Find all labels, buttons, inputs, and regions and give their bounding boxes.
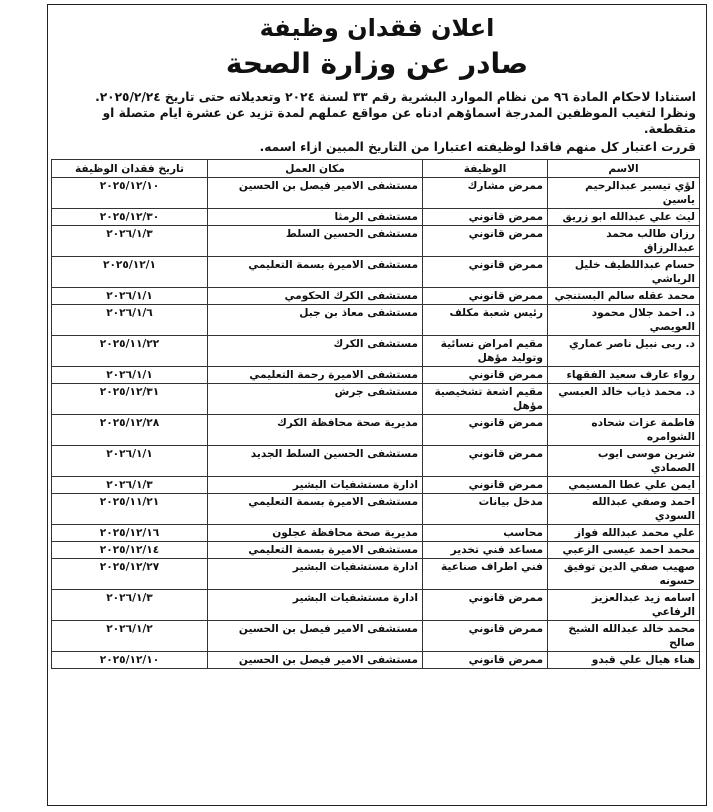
cell-name: علي محمد عبدالله فواز	[548, 525, 700, 542]
cell-place: مستشفى الاميرة بسمة التعليمي	[208, 494, 423, 525]
cell-date: ٢٠٢٥/١١/٢١	[52, 494, 208, 525]
header-date: تاريخ فقدان الوظيفة	[52, 160, 208, 178]
cell-job: ممرض قانوني	[423, 367, 548, 384]
cell-job: ممرض قانوني	[423, 415, 548, 446]
table-row	[52, 257, 700, 288]
cell-date: ٢٠٢٦/١/١	[52, 446, 208, 477]
cell-job: فني اطراف صناعية	[423, 559, 548, 590]
cell-job: مساعد فني تخدير	[423, 542, 548, 559]
cell-name: رزان طالب محمد عبدالرزاق	[548, 226, 700, 257]
cell-name: حسام عبداللطيف خليل الرياشي	[548, 257, 700, 288]
table-header-row	[52, 160, 700, 178]
cell-place: مستشفى الكرك	[208, 336, 423, 367]
cell-job: رئيس شعبة مكلف	[423, 305, 548, 336]
cell-place: ادارة مستشفيات البشير	[208, 590, 423, 621]
cell-place: مستشفى الحسين السلط	[208, 226, 423, 257]
cell-date: ٢٠٢٥/١٢/٣٠	[52, 209, 208, 226]
cell-name: فاطمة عزات شحاده الشوامره	[548, 415, 700, 446]
cell-date: ٢٠٢٦/١/٦	[52, 305, 208, 336]
cell-name: رواء عارف سعيد الفقهاء	[548, 367, 700, 384]
cell-date: ٢٠٢٥/١٢/٢٧	[52, 559, 208, 590]
cell-name: د. محمد ذياب خالد العبسي	[548, 384, 700, 415]
cell-job: مقيم امراض نسائية وتوليد مؤهل	[423, 336, 548, 367]
table-row	[52, 384, 700, 415]
table-row	[52, 178, 700, 209]
cell-job: مدخل بيانات	[423, 494, 548, 525]
cell-place: مستشفى الاميرة بسمة التعليمي	[208, 257, 423, 288]
cell-job: مقيم اشعة تشخيصية مؤهل	[423, 384, 548, 415]
table-row	[52, 446, 700, 477]
cell-job: ممرض قانوني	[423, 209, 548, 226]
cell-name: هناء هيال علي قبدو	[548, 652, 700, 669]
cell-job: ممرض قانوني	[423, 590, 548, 621]
table-row	[52, 305, 700, 336]
cell-place: مستشفى الكرك الحكومي	[208, 288, 423, 305]
announcement-decision: قررت اعتبار كل منهم فاقدا لوظيفته اعتبارا من التاريخ المبين ازاء اسمه.	[259, 140, 696, 154]
cell-place: مستشفى جرش	[208, 384, 423, 415]
cell-name: لؤي تيسير عبدالرحيم ياسين	[548, 178, 700, 209]
cell-place: ادارة مستشفيات البشير	[208, 477, 423, 494]
cell-place: مستشفى الاميرة رحمة التعليمي	[208, 367, 423, 384]
cell-place: ادارة مستشفيات البشير	[208, 559, 423, 590]
table-row	[52, 209, 700, 226]
cell-date: ٢٠٢٥/١٢/١٦	[52, 525, 208, 542]
cell-place: مستشفى الحسين السلط الجديد	[208, 446, 423, 477]
cell-name: اسامه زيد عبدالعزيز الرفاعي	[548, 590, 700, 621]
header-name: الاسم	[548, 160, 700, 178]
cell-date: ٢٠٢٥/١١/٢٢	[52, 336, 208, 367]
cell-job: ممرض قانوني	[423, 446, 548, 477]
cell-place: مستشفى الرمثا	[208, 209, 423, 226]
table-body	[52, 178, 700, 669]
cell-name: د. ربى نبيل ناصر عماري	[548, 336, 700, 367]
table-row	[52, 367, 700, 384]
cell-job: ممرض قانوني	[423, 652, 548, 669]
cell-name: محمد عقله سالم البستنجي	[548, 288, 700, 305]
cell-place: مستشفى الامير فيصل بن الحسين	[208, 621, 423, 652]
table-row	[52, 415, 700, 446]
cell-date: ٢٠٢٦/١/٣	[52, 477, 208, 494]
table-row	[52, 542, 700, 559]
announcement-header	[54, 11, 700, 83]
cell-place: مستشفى الامير فيصل بن الحسين	[208, 652, 423, 669]
cell-date: ٢٠٢٥/١٢/١٠	[52, 652, 208, 669]
cell-date: ٢٠٢٦/١/٣	[52, 226, 208, 257]
cell-job: ممرض قانوني	[423, 226, 548, 257]
header-place: مكان العمل	[208, 160, 423, 178]
announcement-intro: استنادا لاحكام المادة ٩٦ من نظام الموارد البشرية رقم ٣٣ لسنة ٢٠٢٤ وتعديلاته حتى تاريخ ٢٠٢٥/٢/٢٤. ونظرا لتغيب الموظفين المدرجة اسماؤهم ادناه عن مواقع عملهم لمدة تزيد عن عشرة ايام متصلة او متقطعة.	[95, 90, 696, 136]
announcement-frame	[47, 4, 707, 806]
cell-date: ٢٠٢٦/١/١	[52, 288, 208, 305]
cell-name: ايمن علي عطا المسيمي	[548, 477, 700, 494]
cell-job: ممرض قانوني	[423, 477, 548, 494]
table-row	[52, 477, 700, 494]
cell-name: محمد احمد عيسى الزعبي	[548, 542, 700, 559]
cell-place: مديرية صحة محافظة عجلون	[208, 525, 423, 542]
cell-date: ٢٠٢٥/١٢/٢٨	[52, 415, 208, 446]
cell-date: ٢٠٢٦/١/١	[52, 367, 208, 384]
cell-job: ممرض قانوني	[423, 621, 548, 652]
header-job: الوظيفة	[423, 160, 548, 178]
cell-job: محاسب	[423, 525, 548, 542]
cell-name: احمد وصفي عبدالله السودي	[548, 494, 700, 525]
cell-place: مستشفى معاذ بن جبل	[208, 305, 423, 336]
cell-job: ممرض قانوني	[423, 288, 548, 305]
employees-table	[51, 159, 700, 669]
table-row	[52, 226, 700, 257]
cell-place: مستشفى الامير فيصل بن الحسين	[208, 178, 423, 209]
table-row	[52, 652, 700, 669]
cell-place: مستشفى الاميرة بسمة التعليمي	[208, 542, 423, 559]
cell-date: ٢٠٢٥/١٢/١٤	[52, 542, 208, 559]
table-row	[52, 590, 700, 621]
cell-date: ٢٠٢٥/١٢/١٠	[52, 178, 208, 209]
announcement-title: اعلان فقدان وظيفة	[259, 14, 495, 42]
cell-name: د. احمد جلال محمود العويصي	[548, 305, 700, 336]
table-row	[52, 621, 700, 652]
cell-name: شرين موسى ايوب الصمادي	[548, 446, 700, 477]
table-row	[52, 336, 700, 367]
cell-date: ٢٠٢٦/١/٢	[52, 621, 208, 652]
cell-job: ممرض مشارك	[423, 178, 548, 209]
cell-place: مديرية صحة محافظة الكرك	[208, 415, 423, 446]
table-row	[52, 494, 700, 525]
table-row	[52, 525, 700, 542]
cell-date: ٢٠٢٥/١٢/١	[52, 257, 208, 288]
cell-name: ليث علي عبدالله ابو زريق	[548, 209, 700, 226]
announcement-issuer: صادر عن وزارة الصحة	[225, 47, 529, 80]
table-row	[52, 288, 700, 305]
cell-date: ٢٠٢٦/١/٣	[52, 590, 208, 621]
cell-job: ممرض قانوني	[423, 257, 548, 288]
cell-name: صهيب صفي الدين توفيق حسونه	[548, 559, 700, 590]
cell-name: محمد خالد عبدالله الشيخ صالح	[548, 621, 700, 652]
table-row	[52, 559, 700, 590]
cell-date: ٢٠٢٥/١٢/٣١	[52, 384, 208, 415]
